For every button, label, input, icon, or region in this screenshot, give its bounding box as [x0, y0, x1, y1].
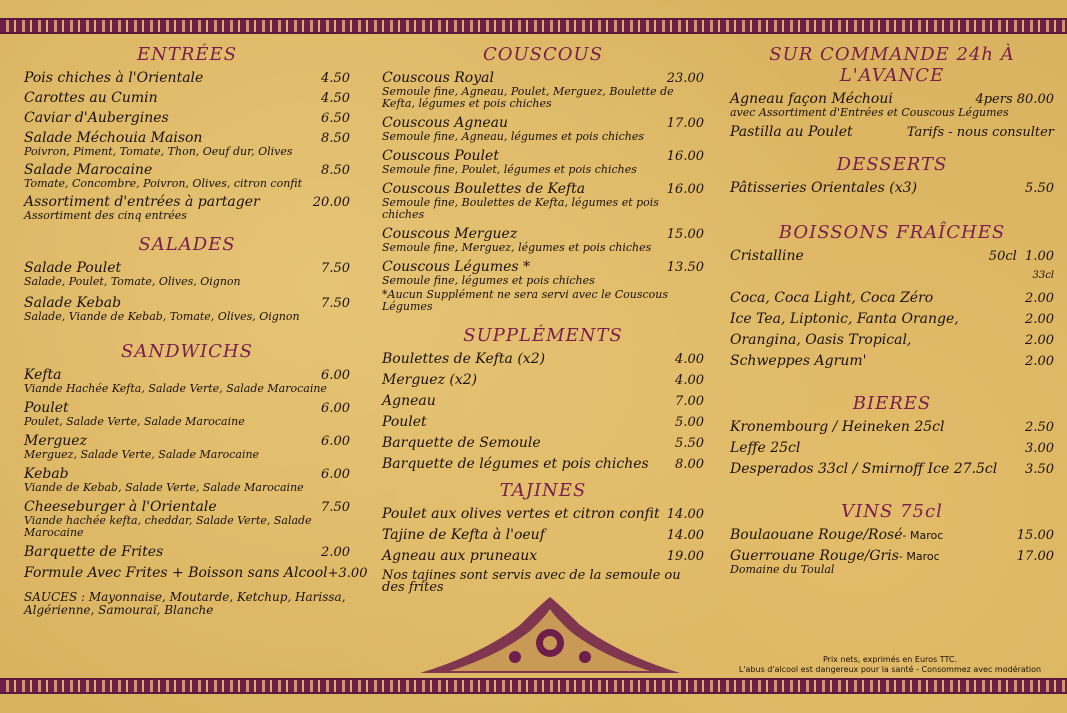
section-title-tajines: TAJINES [499, 480, 587, 501]
item-name: Poulet [382, 414, 427, 430]
menu-item [730, 333, 1054, 348]
item-name: Poulet aux olives vertes et citron confit [382, 506, 660, 522]
item-description: Semoule fine, légumes et pois chiches [382, 274, 595, 287]
footer-legal [730, 655, 1050, 675]
menu-item [24, 131, 350, 158]
item-price: 8.50 [321, 163, 350, 178]
salades-list [24, 261, 350, 323]
item-name: Kefta [24, 367, 62, 383]
menu-item [730, 92, 1054, 119]
column-right [730, 40, 1054, 582]
item-description: Semoule fine, Boulettes de Kefta, légumes et pois chiches [382, 196, 659, 221]
section-title-sandwichs: SANDWICHS [121, 341, 253, 362]
item-price: 16.00 [666, 182, 704, 197]
item-price: 23.00 [666, 71, 704, 86]
item-price: 2.00 [1025, 291, 1054, 306]
menu-item [24, 368, 350, 395]
item-price: 6.00 [321, 401, 350, 416]
item-name: Kronembourg / Heineken 25cl [730, 419, 945, 435]
item-description: Domaine du Toulal [730, 563, 835, 576]
menu-item [730, 354, 1054, 369]
item-price: 8.00 [675, 457, 704, 472]
menu-item [382, 227, 704, 254]
item-name: Agneau [382, 393, 436, 409]
item-price: 17.00 [1016, 549, 1054, 564]
item-name: Couscous Merguez [382, 226, 518, 242]
item-price: 2.00 [1025, 333, 1054, 348]
desserts-list [730, 181, 1054, 196]
item-size: 50cl [988, 249, 1017, 264]
item-price: 4.50 [321, 91, 350, 106]
item-name: Salade Marocaine [24, 162, 153, 178]
section-title-entrees: ENTRÉES [136, 44, 238, 65]
item-name: Poulet [24, 400, 69, 416]
item-name: Ice Tea, Liptonic, Fanta Orange, [730, 311, 959, 327]
item-name: Cheeseburger à l'Orientale [24, 499, 217, 515]
menu-item [382, 71, 704, 110]
item-name: Coca, Coca Light, Coca Zéro [730, 290, 934, 306]
item-name: Carottes au Cumin [24, 90, 158, 106]
item-price [989, 249, 1054, 264]
item-price-value: 1.00 [1025, 249, 1054, 264]
item-name: Kebab [24, 466, 69, 482]
menu-item [730, 181, 1054, 196]
bottom-border [0, 678, 1067, 694]
menu-item [382, 149, 704, 176]
menu-item [382, 507, 704, 522]
menu-item [24, 545, 350, 560]
item-description: Semoule fine, Agneau, légumes et pois chiches [382, 130, 644, 143]
item-name: Desperados 33cl / Smirnoff Ice 27.5cl [730, 461, 998, 477]
item-price: 5.50 [1025, 181, 1054, 196]
item-price: 5.00 [675, 415, 704, 430]
item-name: Agneau aux pruneaux [382, 548, 538, 564]
item-description: Semoule fine, Poulet, légumes et pois chiches [382, 163, 637, 176]
item-name: Salade Kebab [24, 295, 122, 311]
item-region: - Maroc [902, 529, 944, 542]
item-description: Viande de Kebab, Salade Verte, Salade Marocaine [24, 481, 304, 494]
sandwichs-list [24, 367, 368, 581]
item-price: 4pers 80.00 [975, 92, 1054, 107]
item-description: Viande hachée kefta, cheddar, Salade Verte, Salade Marocaine [24, 514, 312, 539]
item-price: 14.00 [666, 507, 704, 522]
item-price: 2.00 [1025, 312, 1054, 327]
couscous-note: *Aucun Supplément ne sera servi avec le Couscous Légumes [382, 288, 668, 313]
section-title-couscous: COUSCOUS [482, 44, 604, 65]
couscous-list [382, 71, 704, 287]
item-description: Semoule fine, Agneau, Poulet, Merguez, Boulette de Kefta, légumes et pois chiches [382, 85, 674, 110]
item-price: 2.00 [321, 545, 350, 560]
menu-item [24, 261, 350, 288]
boissons-list [730, 291, 1054, 369]
menu-item [382, 352, 704, 367]
column-middle [382, 40, 704, 594]
menu-item [24, 296, 350, 323]
section-title-vins: VINS 75cl [841, 501, 943, 522]
item-description: Assortiment des cinq entrées [24, 209, 187, 222]
item-price: 6.50 [321, 111, 350, 126]
item-name: Pastilla au Poulet [730, 124, 853, 140]
menu-item [730, 441, 1054, 456]
section-title-commande: SUR COMMANDE 24h À L'AVANCE [769, 44, 1015, 86]
tajines-list [382, 507, 704, 564]
item-price: 7.50 [321, 261, 350, 276]
item-price: 2.00 [1025, 354, 1054, 369]
item-size-alt: 33cl [1032, 270, 1054, 281]
item-price: 5.50 [675, 436, 704, 451]
item-name: Schweppes Agrum' [730, 353, 867, 369]
item-price: 7.00 [675, 394, 704, 409]
bieres-list [730, 420, 1054, 477]
menu-item [24, 111, 350, 126]
column-left [24, 40, 368, 617]
item-description: Salade, Poulet, Tomate, Olives, Oignon [24, 275, 241, 288]
menu-item [730, 462, 1054, 477]
section-title-salades: SALADES [138, 234, 236, 255]
item-price: 4.00 [675, 373, 704, 388]
item-description: Merguez, Salade Verte, Salade Marocaine [24, 448, 260, 461]
item-name: Barquette de Frites [24, 544, 164, 560]
item-name: Couscous Boulettes de Kefta [382, 181, 586, 197]
menu-item [382, 373, 704, 388]
item-description: Viande Hachée Kefta, Salade Verte, Salade Marocaine [24, 382, 327, 395]
menu-item [730, 420, 1054, 435]
item-name: Pois chiches à l'Orientale [24, 70, 204, 86]
menu-item [24, 467, 350, 494]
item-description: avec Assortiment d'Entrées et Couscous Légumes [730, 106, 1009, 119]
item-price: 7.50 [321, 500, 350, 515]
menu-item [382, 394, 704, 409]
menu-item [24, 71, 350, 86]
item-name: Couscous Agneau [382, 115, 508, 131]
item-price: 20.00 [312, 195, 350, 210]
item-price: 15.00 [666, 227, 704, 242]
menu-item [382, 415, 704, 430]
item-price: 6.00 [321, 434, 350, 449]
item-name: Barquette de légumes et pois chiches [382, 456, 649, 472]
item-name: Couscous Poulet [382, 148, 499, 164]
entrees-list [24, 71, 350, 222]
item-price: 8.50 [321, 131, 350, 146]
item-name: Tajine de Kefta à l'oeuf [382, 527, 545, 543]
item-name: Leffe 25cl [730, 440, 801, 456]
menu-item [382, 549, 704, 564]
item-name: Pâtisseries Orientales (x3) [730, 180, 918, 196]
menu-item [730, 249, 1054, 283]
item-name: Couscous Royal [382, 70, 494, 86]
menu-item [382, 260, 704, 287]
item-name: Formule Avec Frites + Boisson sans Alcool [24, 565, 328, 581]
item-price: 6.00 [321, 467, 350, 482]
menu-item [24, 195, 350, 222]
menu-item [24, 500, 350, 539]
menu-item [730, 312, 1054, 327]
menu-item [24, 91, 350, 106]
item-price: 15.00 [1016, 528, 1054, 543]
footer-line-2: L'abus d'alcool est dangereux pour la santé - Consommez avec modération [738, 665, 1042, 674]
item-price: 14.00 [666, 528, 704, 543]
item-price: Tarifs - nous consulter [906, 125, 1054, 140]
section-title-boissons: BOISSONS FRAÎCHES [778, 222, 1006, 243]
item-name: Merguez [24, 433, 87, 449]
item-price: 17.00 [666, 116, 704, 131]
item-name: Agneau façon Méchoui [730, 91, 893, 107]
item-name: Barquette de Semoule [382, 435, 541, 451]
item-name: Salade Poulet [24, 260, 122, 276]
menu-item [24, 565, 368, 581]
item-name: Assortiment d'entrées à partager [24, 194, 260, 210]
item-description: Poulet, Salade Verte, Salade Marocaine [24, 415, 245, 428]
menu-item [730, 125, 1054, 140]
item-price: 6.00 [321, 368, 350, 383]
item-price: 4.00 [675, 352, 704, 367]
menu-item [730, 291, 1054, 306]
item-name: Cristalline [730, 248, 804, 264]
item-description: Semoule fine, Merguez, légumes et pois chiches [382, 241, 652, 254]
item-name: Merguez (x2) [382, 372, 478, 388]
menu-item [382, 116, 704, 143]
item-name: Boulaouane Rouge/Rosé [730, 527, 903, 543]
section-title-bieres: BIERES [852, 393, 932, 414]
item-price: 3.50 [1025, 462, 1054, 477]
item-name: Couscous Légumes * [382, 259, 531, 275]
menu-item [730, 549, 1054, 576]
menu-item [730, 528, 1054, 543]
item-name: Caviar d'Aubergines [24, 110, 169, 126]
menu-item [382, 182, 704, 221]
item-price: 2.50 [1025, 420, 1054, 435]
tajines-note: Nos tajines sont servis avec de la semoule ou des frites [382, 568, 681, 595]
menu-item [382, 436, 704, 451]
footer-line-1: Prix nets, exprimés en Euros TTC. [822, 655, 958, 664]
item-description: Tomate, Concombre, Poivron, Olives, citron confit [24, 177, 303, 190]
sauces-note: SAUCES : Mayonnaise, Moutarde, Ketchup, Harissa, Algérienne, Samouraï, Blanche [24, 590, 346, 617]
menu-item [382, 457, 704, 472]
item-price: +3.00 [327, 566, 368, 581]
menu-item [24, 401, 350, 428]
menu-item [24, 434, 350, 461]
section-title-desserts: DESSERTS [836, 154, 948, 175]
item-price: 3.00 [1025, 441, 1054, 456]
item-price: 19.00 [666, 549, 704, 564]
menu-item [382, 528, 704, 543]
item-name: Guerrouane Rouge/Gris [730, 548, 899, 564]
item-price: 16.00 [666, 149, 704, 164]
item-region: - Maroc [898, 550, 940, 563]
ornament-decoration [420, 595, 680, 675]
vins-list [730, 528, 1054, 576]
commande-list [730, 92, 1054, 140]
item-price: 4.50 [321, 71, 350, 86]
item-price: 13.50 [666, 260, 704, 275]
top-border [0, 18, 1067, 34]
item-description: Poivron, Piment, Tomate, Thon, Oeuf dur, Olives [24, 145, 293, 158]
item-name: Orangina, Oasis Tropical, [730, 332, 912, 348]
supplements-list [382, 352, 704, 472]
item-price: 7.50 [321, 296, 350, 311]
item-name: Salade Méchouia Maison [24, 130, 203, 146]
item-description: Salade, Viande de Kebab, Tomate, Olives, Oignon [24, 310, 300, 323]
section-title-supplements: SUPPLÉMENTS [463, 325, 623, 346]
item-name: Boulettes de Kefta (x2) [382, 351, 546, 367]
menu-item [24, 163, 350, 190]
